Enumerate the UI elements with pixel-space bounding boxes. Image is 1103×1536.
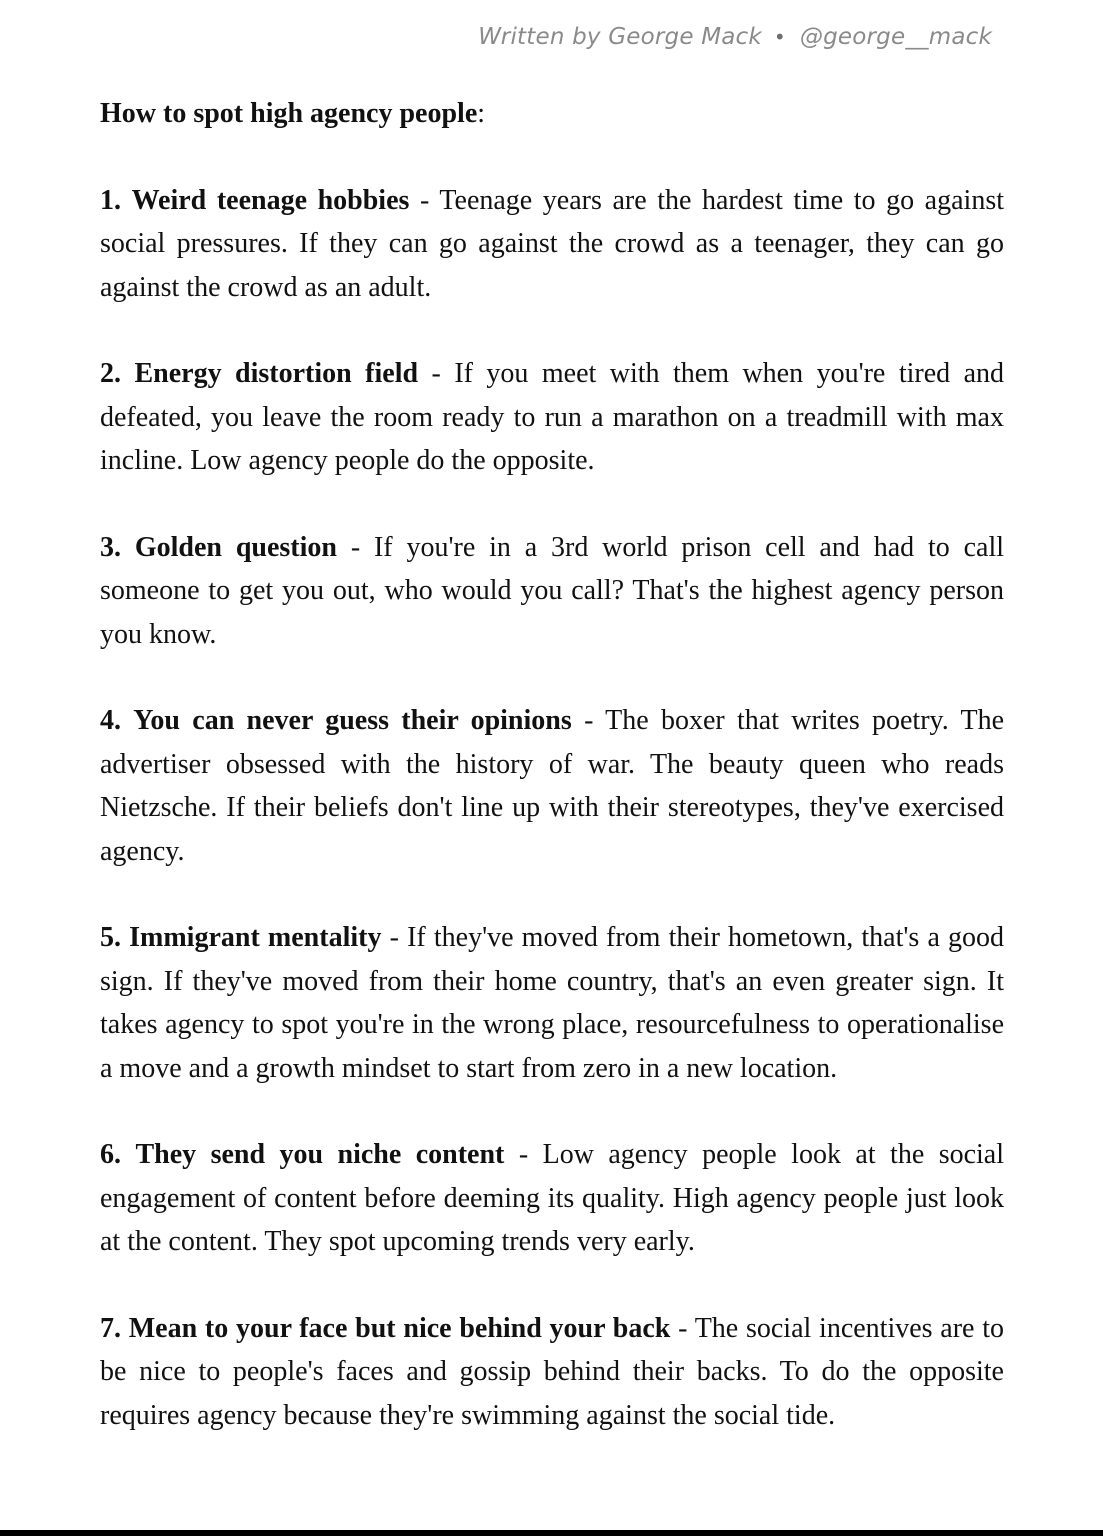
point-title: Weird teenage hobbies bbox=[131, 184, 410, 216]
point-title: Golden question bbox=[134, 531, 337, 563]
heading-colon: : bbox=[477, 98, 486, 129]
point-title: They send you niche content bbox=[135, 1139, 505, 1170]
point-body: The social incentives are to be nice to people's faces and gossip behind their backs. To do the opposite requires agency because they're swimming against the social tide. bbox=[100, 1312, 1005, 1431]
point-dash: - bbox=[389, 922, 399, 953]
point-title: You can never guess their opinions bbox=[133, 705, 572, 736]
point-title: Mean to your face but nice behind your back bbox=[128, 1312, 671, 1344]
point-dash: - bbox=[584, 705, 594, 736]
point-title: Energy distortion field bbox=[134, 358, 419, 389]
point-dash: - bbox=[431, 358, 441, 389]
article-body bbox=[100, 92, 1004, 1480]
point-body: Teenage years are the hardest time to go against social pressures. If they can go against the crowd as a teenager, they can go against the crowd as an adult. bbox=[100, 184, 1004, 303]
list-item bbox=[100, 179, 1004, 310]
author-credit: Written by George Mack bbox=[478, 24, 762, 50]
point-body: If you meet with them when you're tired and defeated, you leave the room ready to run a marathon on a treadmill with max incline. Low agency people do the opposite. bbox=[100, 358, 1005, 476]
separator-dot: • bbox=[773, 25, 786, 49]
byline bbox=[0, 24, 992, 50]
list-item bbox=[100, 699, 1004, 873]
point-number: 5. bbox=[100, 922, 121, 953]
list-item bbox=[100, 1307, 1004, 1438]
list-item bbox=[100, 526, 1004, 657]
list-item bbox=[100, 352, 1004, 483]
point-number: 1. bbox=[100, 184, 121, 216]
point-body: If they've moved from their hometown, that's a good sign. If they've moved from their home country, that's an even greater sign. It takes agency to spot you're in the wrong place, resourcefulness to operationalise a move and a growth mindset to start from zero in a new location. bbox=[100, 922, 1005, 1084]
bottom-edge-bar bbox=[0, 1530, 1103, 1536]
point-number: 2. bbox=[100, 358, 121, 389]
point-number: 7. bbox=[100, 1312, 121, 1344]
list-item bbox=[100, 1133, 1004, 1264]
heading-text: How to spot high agency people bbox=[100, 98, 478, 129]
list-item bbox=[100, 916, 1004, 1090]
point-number: 6. bbox=[100, 1139, 121, 1170]
point-dash: - bbox=[419, 184, 430, 216]
author-handle: @george__mack bbox=[799, 24, 992, 50]
point-number: 4. bbox=[100, 705, 121, 736]
point-body: If you're in a 3rd world prison cell and had to call someone to get you out, who would you call? That's the highest agency person you know. bbox=[100, 531, 1005, 650]
point-title: Immigrant mentality bbox=[129, 922, 382, 953]
point-dash: - bbox=[678, 1312, 688, 1344]
article-heading bbox=[100, 92, 1004, 136]
point-body: The boxer that writes poetry. The advertiser obsessed with the history of war. The beauty queen who reads Nietzsche. If their beliefs don't line up with their stereotypes, they've exercised agency. bbox=[100, 705, 1005, 867]
point-number: 3. bbox=[100, 531, 121, 563]
point-dash: - bbox=[350, 531, 361, 563]
point-body: Low agency people look at the social engagement of content before deeming its quality. High agency people just look at the content. They spot upcoming trends very early. bbox=[100, 1139, 1005, 1257]
point-dash: - bbox=[518, 1139, 529, 1170]
